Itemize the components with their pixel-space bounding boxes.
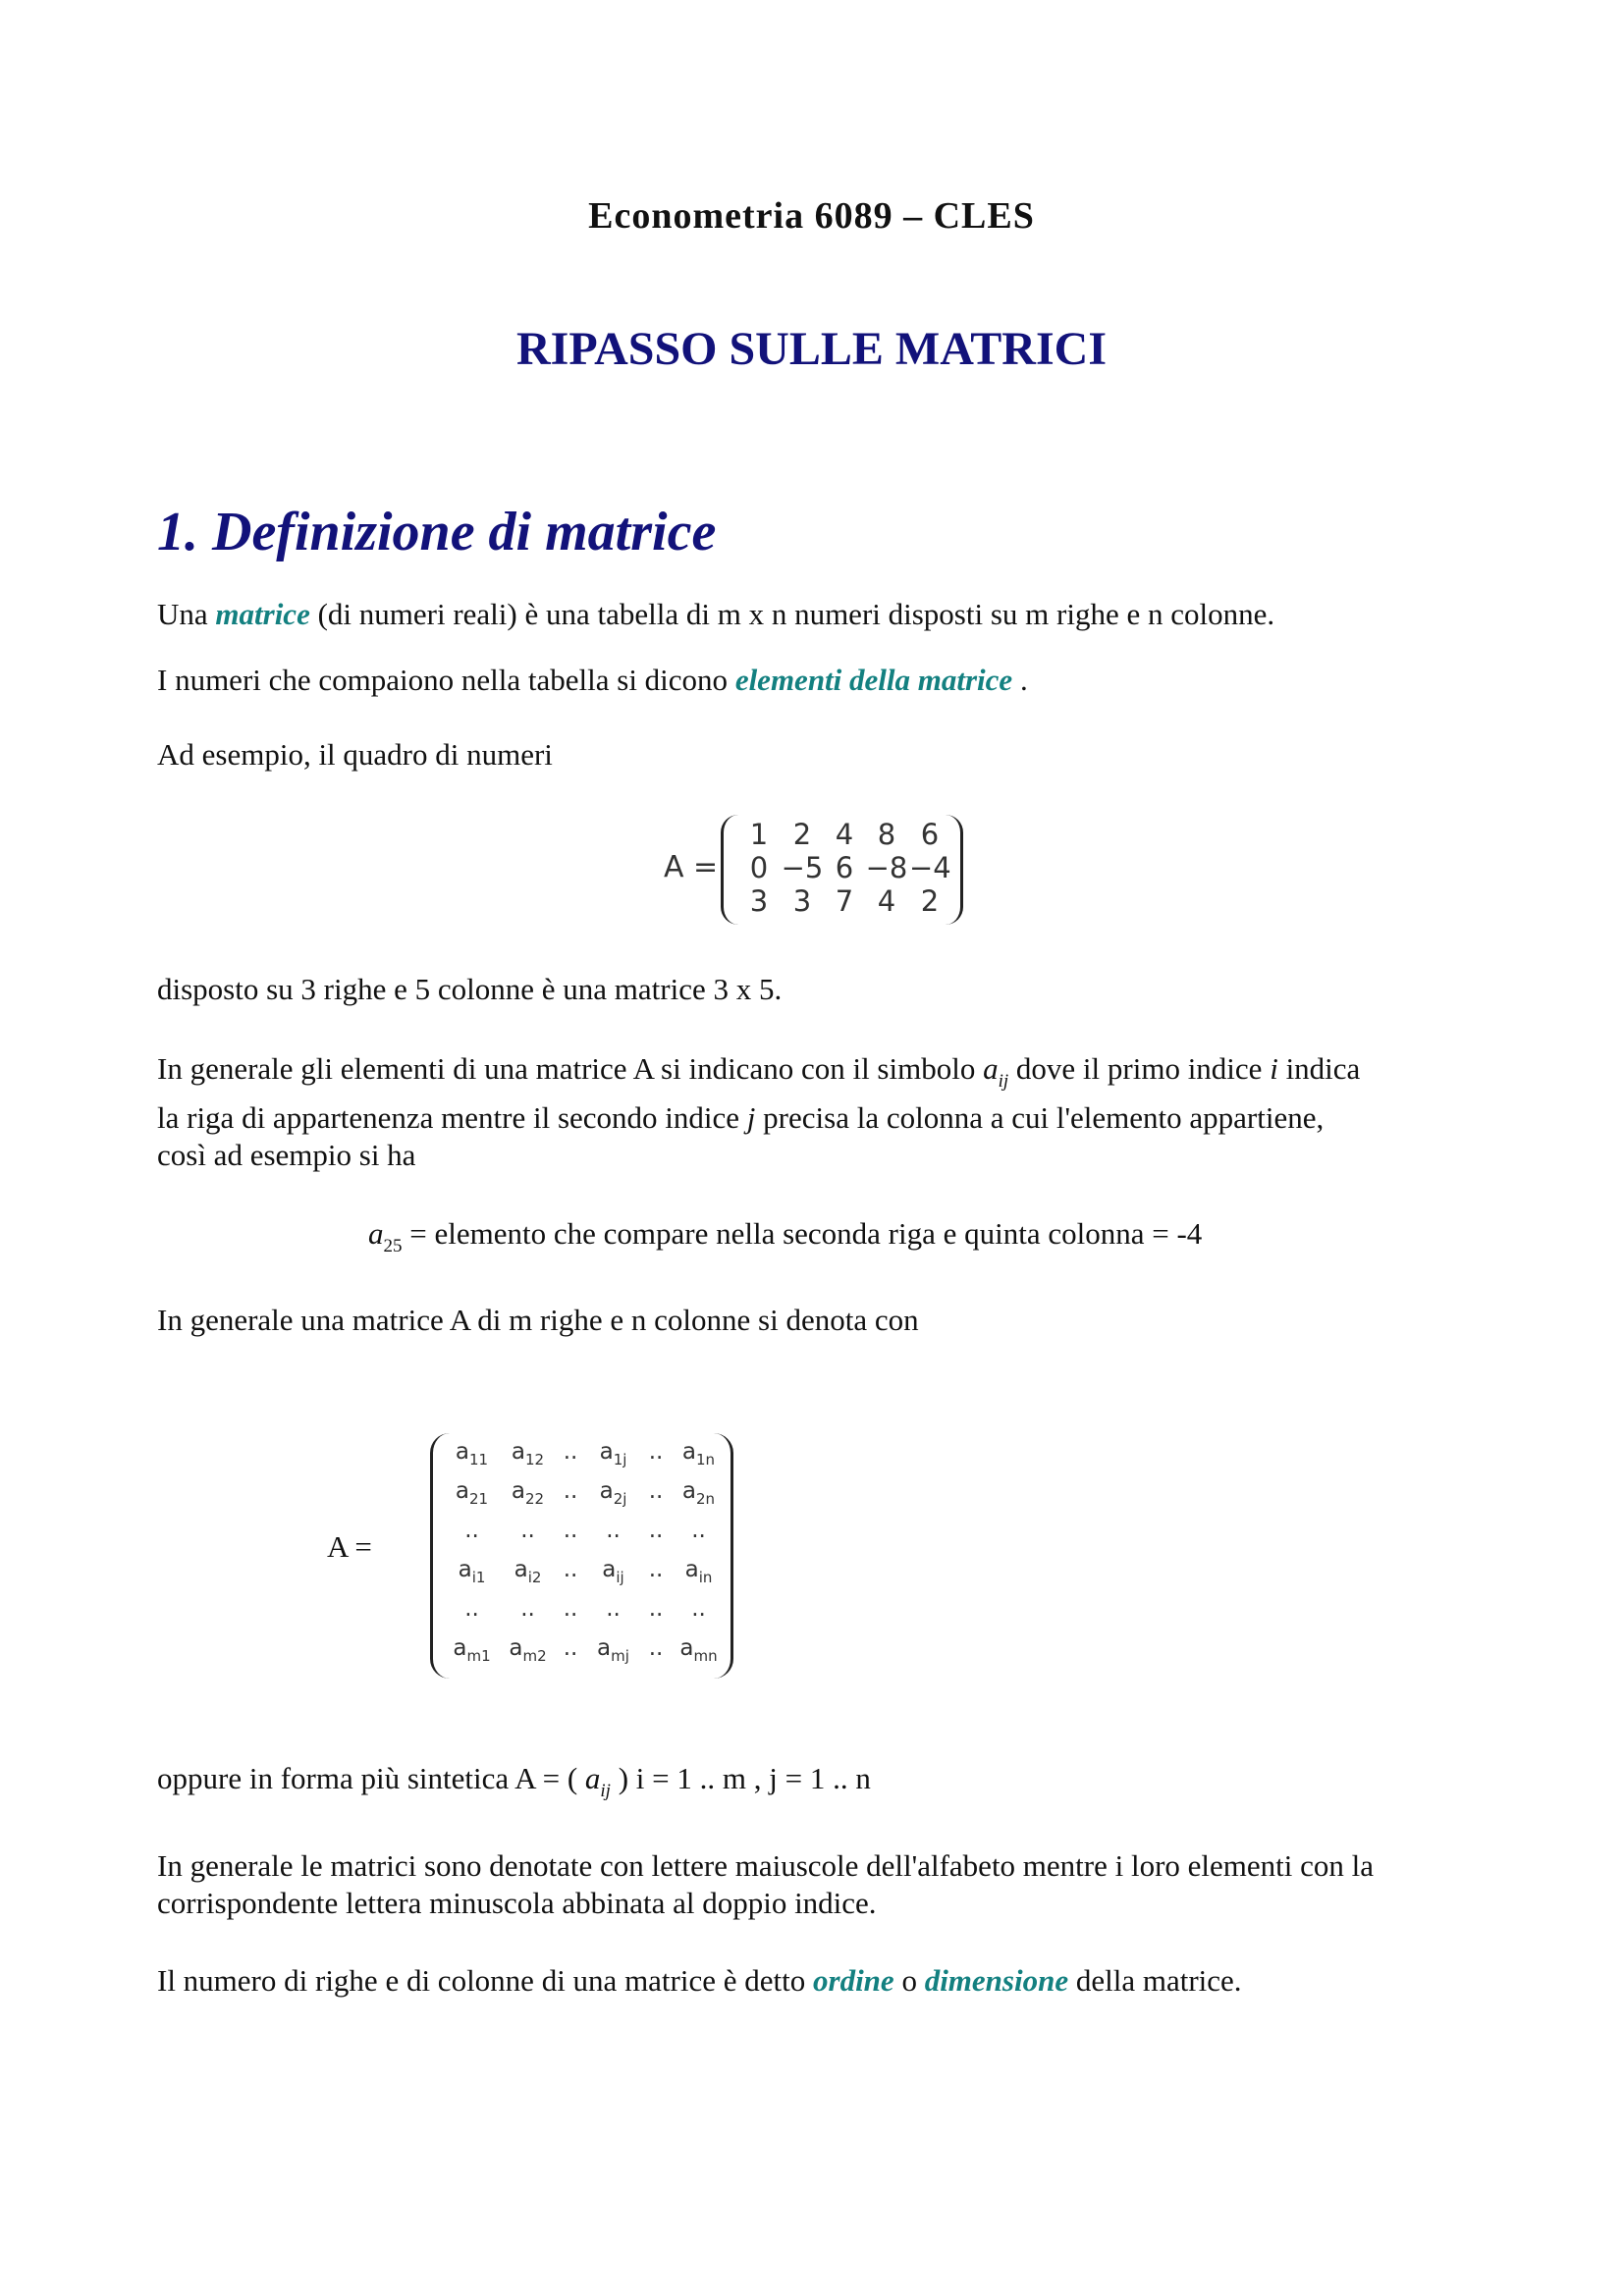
cell-symbol: .. bbox=[464, 1596, 479, 1622]
cell-subscript: in bbox=[698, 1569, 713, 1586]
text: Il numero di righe e di colonne di una matrice è detto bbox=[157, 1963, 813, 1998]
matrix-cell: 4 bbox=[877, 884, 896, 918]
matrix-cell bbox=[585, 1478, 641, 1518]
matrix-cell bbox=[556, 1439, 585, 1478]
cell-symbol: .. bbox=[563, 1596, 578, 1622]
cell-symbol: a bbox=[455, 1439, 469, 1465]
cell-symbol: .. bbox=[563, 1439, 578, 1465]
term-elementi: elementi della matrice bbox=[734, 663, 1013, 697]
cell-symbol: .. bbox=[464, 1518, 479, 1543]
matrix-cell bbox=[500, 1596, 556, 1635]
cell-subscript: 22 bbox=[525, 1490, 545, 1508]
cell-symbol: .. bbox=[648, 1635, 664, 1661]
index-i: i bbox=[1270, 1051, 1278, 1086]
cell-symbol: .. bbox=[606, 1596, 621, 1622]
term-dimensione: dimensione bbox=[924, 1963, 1069, 1998]
example-matrix bbox=[738, 818, 950, 918]
cell-symbol: a bbox=[602, 1557, 617, 1582]
paragraph-example: Ad esempio, il quadro di numeri bbox=[157, 737, 553, 772]
cell-subscript: 1j bbox=[613, 1451, 627, 1468]
matrix-a-label: A = bbox=[664, 850, 719, 884]
matrix-cell bbox=[500, 1635, 556, 1675]
matrix-cell bbox=[585, 1557, 641, 1596]
matrix-cell bbox=[556, 1635, 585, 1675]
text: o bbox=[893, 1963, 925, 1998]
symbol: a bbox=[983, 1051, 999, 1086]
cell-symbol: .. bbox=[648, 1596, 664, 1622]
text: dove il primo indice bbox=[1008, 1051, 1271, 1086]
matrix-cell bbox=[585, 1439, 641, 1478]
paragraph-conventions-2: corrispondente lettera minuscola abbinata al doppio indice. bbox=[157, 1886, 877, 1920]
matrix-cell bbox=[641, 1439, 671, 1478]
paragraph-conventions-1: In generale le matrici sono denotate con lettere maiuscole dell'alfabeto mentre i loro elementi con la bbox=[157, 1848, 1375, 1883]
matrix-cell bbox=[444, 1439, 500, 1478]
cell-subscript: 2n bbox=[696, 1490, 716, 1508]
symbol: a bbox=[368, 1216, 384, 1251]
cell-symbol: .. bbox=[648, 1557, 664, 1582]
text: indica bbox=[1277, 1051, 1361, 1086]
cell-symbol: a bbox=[514, 1557, 528, 1582]
section-heading: 1. Definizione di matrice bbox=[157, 502, 717, 562]
paragraph-notation-2 bbox=[157, 1099, 1324, 1137]
matrix-cell: −8 bbox=[865, 851, 908, 884]
matrix-cell: 3 bbox=[792, 884, 812, 918]
matrix-cell: 1 bbox=[749, 818, 769, 851]
text: = elemento che compare nella seconda riga e quinta colonna = -4 bbox=[402, 1216, 1203, 1251]
cell-symbol: .. bbox=[520, 1518, 535, 1543]
cell-symbol: .. bbox=[606, 1518, 621, 1543]
matrix-cell: −5 bbox=[781, 851, 824, 884]
cell-subscript: i2 bbox=[527, 1569, 542, 1586]
text: precisa la colonna a cui l'elemento appartiene, bbox=[755, 1100, 1325, 1135]
matrix-cell bbox=[641, 1635, 671, 1675]
matrix-cell bbox=[444, 1557, 500, 1596]
cell-symbol: .. bbox=[648, 1478, 664, 1504]
cell-symbol: .. bbox=[563, 1635, 578, 1661]
cell-subscript: 11 bbox=[469, 1451, 489, 1468]
matrix-cell: 2 bbox=[920, 884, 940, 918]
matrix-cell: 7 bbox=[835, 884, 854, 918]
cell-subscript: mn bbox=[693, 1647, 718, 1665]
paragraph-notation-3: così ad esempio si ha bbox=[157, 1138, 416, 1172]
index-j: j bbox=[746, 1100, 756, 1135]
text: In generale gli elementi di una matrice A si indicano con il simbolo bbox=[157, 1051, 984, 1086]
matrix-cell: 0 bbox=[749, 851, 769, 884]
matrix-cell bbox=[500, 1478, 556, 1518]
cell-symbol: a bbox=[679, 1635, 694, 1661]
matrix-cell bbox=[500, 1557, 556, 1596]
matrix-cell: 8 bbox=[877, 818, 896, 851]
text: della matrice. bbox=[1068, 1963, 1242, 1998]
text: la riga di appartenenza mentre il secondo indice bbox=[157, 1100, 747, 1135]
subscript: ij bbox=[600, 1781, 611, 1801]
document-header: Econometria 6089 – CLES bbox=[588, 195, 1035, 237]
cell-symbol: a bbox=[599, 1478, 614, 1504]
cell-symbol: a bbox=[597, 1635, 612, 1661]
matrix-cell bbox=[641, 1596, 671, 1635]
cell-symbol: .. bbox=[691, 1518, 706, 1543]
matrix-cell: 3 bbox=[749, 884, 769, 918]
matrix-cell bbox=[556, 1478, 585, 1518]
cell-symbol: a bbox=[681, 1478, 697, 1504]
text: . bbox=[1012, 663, 1028, 697]
matrix-cell bbox=[585, 1518, 641, 1557]
subscript: 25 bbox=[383, 1236, 403, 1256]
matrix-cell bbox=[641, 1518, 671, 1557]
matrix-cell bbox=[641, 1478, 671, 1518]
paragraph-compact-form bbox=[157, 1760, 871, 1810]
matrix-cell bbox=[585, 1596, 641, 1635]
general-matrix bbox=[444, 1439, 727, 1675]
text: Una bbox=[157, 597, 216, 631]
symbol: a bbox=[584, 1761, 601, 1795]
cell-subscript: m1 bbox=[466, 1647, 491, 1665]
text: ) i = 1 .. m , j = 1 .. n bbox=[610, 1761, 871, 1795]
paragraph-order bbox=[157, 1962, 1242, 2000]
paragraph-elements bbox=[157, 662, 1028, 699]
matrix-cell bbox=[641, 1557, 671, 1596]
matrix-cell bbox=[556, 1518, 585, 1557]
matrix-cell: −4 bbox=[909, 851, 951, 884]
matrix-cell bbox=[500, 1518, 556, 1557]
cell-symbol: .. bbox=[563, 1478, 578, 1504]
cell-symbol: a bbox=[511, 1439, 525, 1465]
text: (di numeri reali) è una tabella di m x n numeri disposti su m righe e n colonne. bbox=[309, 597, 1275, 631]
cell-symbol: .. bbox=[563, 1557, 578, 1582]
cell-symbol: a bbox=[509, 1635, 523, 1661]
matrix-right-bracket bbox=[711, 1433, 733, 1679]
cell-symbol: a bbox=[453, 1635, 467, 1661]
document-title: RIPASSO SULLE MATRICI bbox=[515, 323, 1107, 375]
cell-symbol: a bbox=[684, 1557, 699, 1582]
cell-symbol: .. bbox=[563, 1518, 578, 1543]
matrix-cell bbox=[444, 1596, 500, 1635]
paragraph-general-matrix: In generale una matrice A di m righe e n colonne si denota con bbox=[157, 1303, 919, 1337]
cell-symbol: .. bbox=[648, 1518, 664, 1543]
cell-symbol: .. bbox=[691, 1596, 706, 1622]
matrix-cell bbox=[444, 1518, 500, 1557]
matrix-a-label: A = bbox=[327, 1529, 372, 1564]
matrix-cell bbox=[444, 1478, 500, 1518]
cell-symbol: a bbox=[599, 1439, 614, 1465]
cell-subscript: i1 bbox=[471, 1569, 486, 1586]
paragraph-dimension: disposto su 3 righe e 5 colonne è una matrice 3 x 5. bbox=[157, 972, 783, 1006]
cell-subscript: 21 bbox=[469, 1490, 489, 1508]
term-ordine: ordine bbox=[813, 1963, 894, 1998]
term-matrice: matrice bbox=[215, 597, 310, 631]
matrix-right-bracket bbox=[941, 815, 963, 925]
matrix-cell: 6 bbox=[835, 851, 854, 884]
example-a25 bbox=[368, 1215, 1202, 1265]
paragraph-notation-1 bbox=[157, 1050, 1360, 1100]
cell-symbol: .. bbox=[648, 1439, 664, 1465]
matrix-cell: 4 bbox=[835, 818, 854, 851]
cell-symbol: a bbox=[455, 1478, 469, 1504]
matrix-cell bbox=[444, 1635, 500, 1675]
cell-symbol: a bbox=[681, 1439, 697, 1465]
text: oppure in forma più sintetica A = ( bbox=[157, 1761, 585, 1795]
cell-subscript: ij bbox=[616, 1569, 624, 1586]
matrix-cell bbox=[556, 1557, 585, 1596]
paragraph-definition bbox=[157, 596, 1274, 633]
cell-symbol: .. bbox=[520, 1596, 535, 1622]
matrix-cell: 6 bbox=[920, 818, 940, 851]
subscript: ij bbox=[998, 1071, 1009, 1092]
cell-symbol: a bbox=[458, 1557, 472, 1582]
matrix-cell bbox=[556, 1596, 585, 1635]
cell-subscript: 12 bbox=[525, 1451, 545, 1468]
matrix-cell: 2 bbox=[792, 818, 812, 851]
text: I numeri che compaiono nella tabella si dicono bbox=[157, 663, 735, 697]
cell-subscript: mj bbox=[611, 1647, 629, 1665]
matrix-cell bbox=[500, 1439, 556, 1478]
cell-subscript: 2j bbox=[613, 1490, 627, 1508]
matrix-cell bbox=[585, 1635, 641, 1675]
cell-subscript: m2 bbox=[522, 1647, 547, 1665]
cell-subscript: 1n bbox=[696, 1451, 716, 1468]
cell-symbol: a bbox=[511, 1478, 525, 1504]
